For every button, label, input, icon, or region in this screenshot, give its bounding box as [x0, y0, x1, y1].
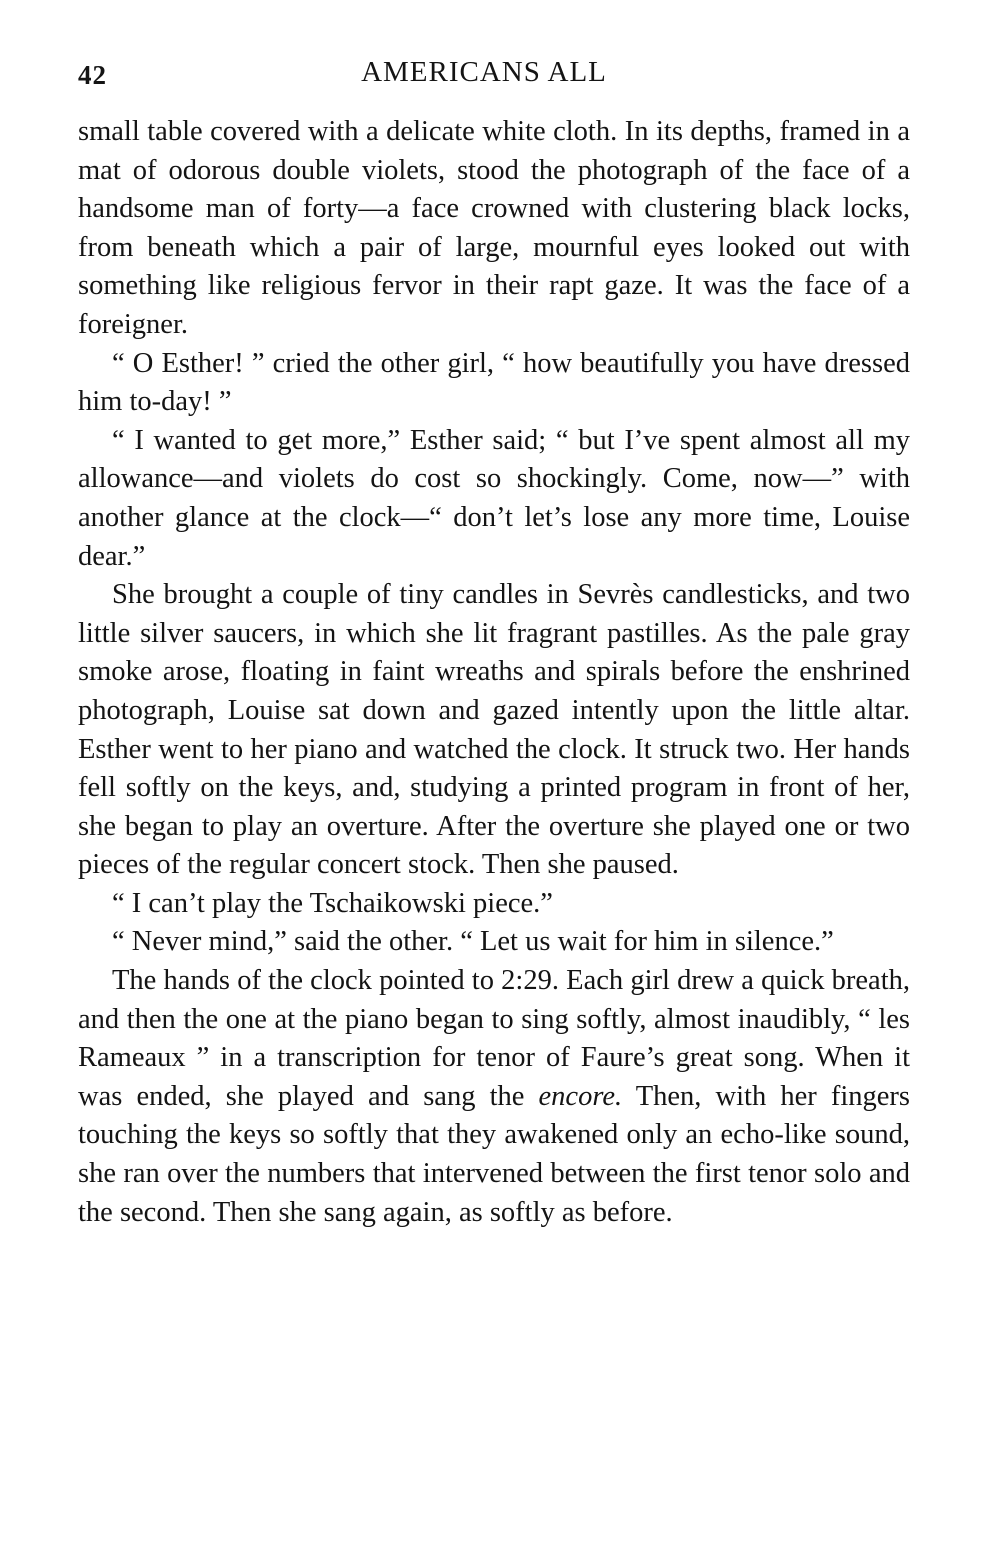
book-page — [78, 56, 910, 1232]
paragraph-3: “ I wanted to get more,” Esther said; “ but I’ve spent almost all my allowance—and violets do cost so shockingly. Come, now—” with another glance at the clock—“ don’t let’s lose any more time, Louise dear.” — [78, 424, 910, 572]
paragraph-2: “ O Esther! ” cried the other girl, “ how beautifully you have dressed him to-day! ” — [78, 347, 910, 418]
paragraph-7 — [78, 962, 910, 1232]
paragraph-7-text-start: The hands of the clock pointed to 2:29. Each girl drew a quick breath, and then the one at the piano began to sing softly, almost inaudibly, “ les Rameaux ” in a transcription for tenor of Faure’s great song. When it was ended, she played and sang the — [78, 965, 910, 1112]
page-number: 42 — [78, 60, 107, 90]
page-header — [78, 56, 910, 96]
italic-encore: encore. — [538, 1080, 623, 1112]
paragraph-4: She brought a couple of tiny candles in Sevrès candlesticks, and two little silver saucers, in which she lit fragrant pastilles. As the pale gray smoke arose, floating in faint wreaths and spirals before the enshrined photograph, Louise sat down and gazed intently upon the little altar. Esther went to her piano and watched the clock. It struck two. Her hands fell softly on the keys, and, studying a printed program in front of her, she began to play an overture. After the overture she played one or two pieces of the regular concert stock. Then she paused. — [78, 579, 910, 881]
body-text — [78, 113, 910, 1232]
paragraph-5: “ I can’t play the Tschaikowski piece.” — [112, 887, 553, 919]
paragraph-1: small table covered with a delicate white cloth. In its depths, framed in a mat of odorous double violets, stood the photograph of the face of a handsome man of forty—a face crowned with clustering black locks, from beneath which a pair of large, mournful eyes looked out with something like religious fervor in their rapt gaze. It was the face of a foreigner. — [78, 116, 910, 340]
paragraph-6: “ Never mind,” said the other. “ Let us wait for him in silence.” — [112, 926, 834, 958]
paragraph-7-text-end: Then, with her fingers touching the keys so softly that they awakened only an echo-like sound, she ran over the numbers that intervened between the first tenor solo and the second. Then she sang again, as softly as before. — [78, 1080, 910, 1228]
running-head-title: AMERICANS ALL — [361, 56, 607, 88]
